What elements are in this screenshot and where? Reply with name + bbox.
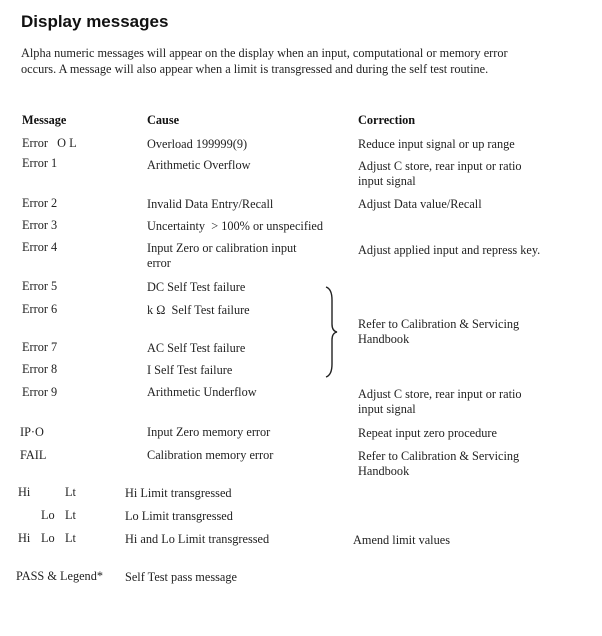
cause-cell: Self Test pass message [125,570,237,584]
cause-cell: Arithmetic Overflow [147,158,251,172]
cause-cell: Hi Limit transgressed [125,486,232,500]
header-correction: Correction [358,113,416,127]
correction-cell: Refer to Calibration & Servicing [358,317,520,331]
cause-cell: Uncertainty > 100% or unspecified [147,219,323,233]
header-message: Message [22,113,67,127]
header-cause: Cause [147,113,180,127]
message-lo: Lo [41,508,55,522]
message-lt: Lt [65,508,76,522]
message-lo: Lo [41,531,55,545]
message-lt: Lt [65,531,76,545]
cause-cell: DC Self Test failure [147,280,246,294]
message-lt: Lt [65,485,76,499]
cause-cell: k Ω Self Test failure [147,303,250,317]
correction-cell: input signal [358,174,416,188]
message-cell: Error 8 [22,362,58,376]
cause-cell: Input Zero memory error [147,425,271,439]
correction-cell: Refer to Calibration & Servicing [358,449,520,463]
cause-cell: error [147,256,171,270]
intro-line: Alpha numeric messages will appear on the display when an input, computational or memory error [21,46,508,60]
correction-cell: Adjust Data value/Recall [358,197,482,211]
cause-cell: Arithmetic Underflow [147,385,257,399]
message-cell: Error 1 [22,156,58,170]
message-cell: PASS & Legend* [16,569,104,583]
cause-cell: I Self Test failure [147,363,233,377]
message-cell: FAIL [20,448,47,462]
correction-cell: Adjust applied input and repress key. [358,243,541,257]
message-cell: Error 4 [22,240,58,254]
cause-cell: Hi and Lo Limit transgressed [125,532,270,546]
message-cell: Error 5 [22,279,58,293]
intro-paragraph [21,45,591,77]
message-cell: IP·O [20,425,44,439]
correction-cell: Handbook [358,464,410,478]
page-title: Display messages [21,12,169,31]
cause-cell: Input Zero or calibration input [147,241,297,255]
cause-cell: AC Self Test failure [147,341,246,355]
message-cell: Error 3 [22,218,58,232]
message-cell: Error 7 [22,340,58,354]
intro-line: occurs. A message will also appear when a limit is transgressed and during the self test routine. [21,62,489,76]
cause-cell: Overload 199999(9) [147,137,248,151]
correction-cell: Repeat input zero procedure [358,426,497,440]
cause-cell: Lo Limit transgressed [125,509,233,523]
message-cell: Error 2 [22,196,58,210]
message-cell: Error O L [22,136,77,150]
message-hi: Hi [18,531,31,545]
curly-brace-icon [322,286,340,378]
message-cell: Error 9 [22,385,58,399]
correction-cell: Adjust C store, rear input or ratio [358,159,522,173]
cause-cell: Invalid Data Entry/Recall [147,197,274,211]
correction-cell: Adjust C store, rear input or ratio [358,387,522,401]
cause-cell: Calibration memory error [147,448,274,462]
message-cell: Error 6 [22,302,58,316]
correction-cell: Handbook [358,332,410,346]
correction-cell: input signal [358,402,416,416]
message-hi: Hi [18,485,31,499]
correction-cell: Reduce input signal or up range [358,137,515,151]
correction-cell: Amend limit values [353,533,450,547]
